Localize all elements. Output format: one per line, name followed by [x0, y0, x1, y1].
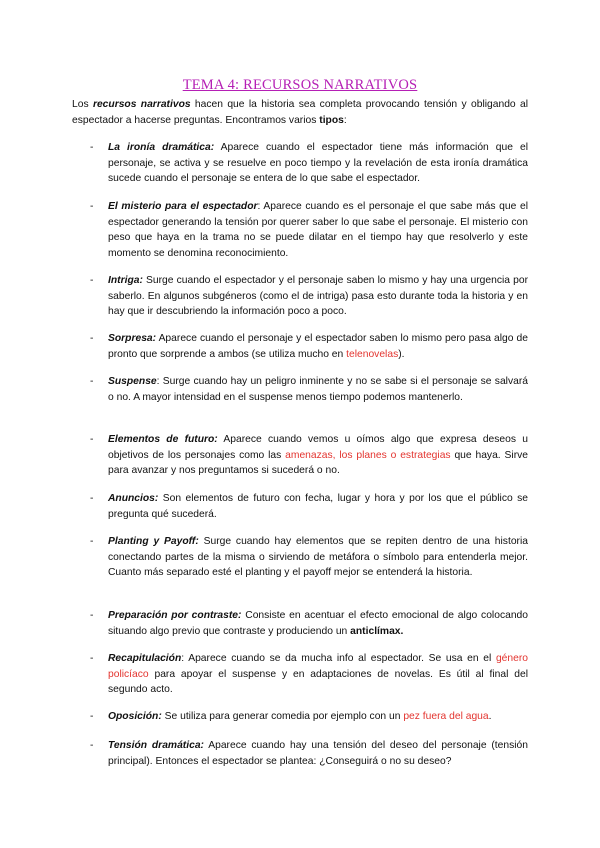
item-after: para apoyar el suspense y en adaptaciones de novelas. Es útil al final del segundo acto. — [108, 668, 528, 696]
item-text: Aparece cuando el personaje y el espectador saben lo mismo pero pasa algo de pronto que sorprende a ambos (se utiliza mucho en — [108, 333, 528, 360]
item-text: Se utiliza para generar comedia por ejemplo con un — [161, 711, 404, 722]
intro-middle: hacen que la historia sea completa provocando tensión y obligando al espectador a hacerse preguntas. Encontramos varios — [72, 99, 529, 126]
bullet-dash: - — [90, 376, 94, 387]
item-text: Aparece cuando hay una tensión del deseo del personaje (tensión principal). Entonces el espectador se plantea: ¿Conseguirá o no su deseo? — [108, 740, 528, 767]
item-term: Anuncios: — [108, 493, 159, 504]
list-item-planting-payoff — [90, 534, 528, 581]
bullet-dash: - — [90, 711, 94, 722]
bullet-dash: - — [90, 201, 94, 212]
bullet-dash: - — [90, 142, 94, 153]
item-after: ). — [398, 348, 405, 360]
item-term: Planting y Payoff: — [108, 536, 199, 547]
list-item-recapitulacion — [90, 651, 528, 698]
item-term: Preparación por contraste: — [108, 610, 242, 621]
item-term: Sorpresa: — [108, 333, 157, 344]
list-item-anuncios — [90, 491, 528, 522]
list-item-preparacion-contraste — [90, 608, 529, 639]
item-highlight: amenazas, los planes o estrategias — [285, 449, 451, 461]
item-highlight: pez fuera del agua — [403, 711, 489, 722]
intro-bold: tipos — [319, 114, 344, 126]
list-item-ironia — [90, 140, 528, 187]
item-highlight: telenovelas — [346, 348, 399, 360]
item-term: Elementos de futuro: — [108, 434, 218, 445]
list-item-oposicion — [90, 709, 528, 725]
item-after: que haya. Sirve para avanzar y nos preguntamos si sucederá o no. — [108, 449, 528, 477]
item-text: Consiste en acentuar el efecto emocional de algo colocando situando algo previo que contraste y produciendo un — [108, 610, 529, 637]
item-colon: : — [257, 201, 261, 212]
list-item-elementos-futuro — [90, 432, 528, 479]
intro-term: recursos narrativos — [92, 99, 191, 110]
item-term: Oposición: — [108, 711, 162, 722]
item-term: Tensión dramática: — [108, 740, 204, 751]
bullet-dash: - — [90, 275, 94, 286]
bullet-dash: - — [90, 740, 94, 751]
item-text: Son elementos de futuro con fecha, lugar y hora y por los que el público se pregunta qué sucederá. — [108, 493, 528, 520]
list-item-sorpresa — [90, 331, 528, 362]
list-item-intriga — [90, 273, 528, 320]
bullet-dash: - — [90, 610, 94, 621]
bullet-dash: - — [90, 434, 94, 445]
item-term: La ironía dramática: — [108, 142, 215, 153]
page-title: TEMA 4: RECURSOS NARRATIVOS — [182, 77, 418, 93]
item-bold: anticlímax. — [350, 625, 404, 637]
item-term: El misterio para el espectador — [108, 201, 258, 212]
item-text: Aparece cuando es el personaje el que sabe más que el espectador generando la tensión por querer saber lo que sabe el personaje. El misterio con peso que haya en la trama no se puede dilatar en el tiempo hay que resolverlo y este momento se denomina reconocimiento. — [108, 201, 528, 259]
item-term: Suspense — [108, 376, 157, 387]
bullet-dash: - — [90, 493, 94, 504]
item-text: Aparece cuando el espectador tiene más información que el personaje, se activa y se resuelve en poco tiempo y la revelación de esta ironía dramática sucede cuando el personaje se entera de lo que sabe el espectador. — [108, 142, 528, 185]
intro-paragraph — [72, 97, 528, 128]
list-item-tension-dramatica — [90, 738, 528, 769]
intro-after: : — [343, 114, 347, 126]
item-highlight: género policíaco — [108, 653, 528, 680]
intro-before: Los — [72, 99, 93, 110]
item-text: : Aparece cuando se da mucha info al espectador. Se usa en el — [181, 653, 496, 664]
item-after: . — [488, 711, 492, 722]
item-term: Intriga: — [108, 275, 143, 286]
item-text: Surge cuando hay elementos que se repiten dentro de una historia conectando partes de la misma o sirviendo de metáfora o símbolo para entenderla mejor. Cuanto más separado esté el planting y el payoff mejor se entenderá la historia. — [108, 536, 528, 579]
item-text: Aparece cuando vemos u oímos algo que expresa deseos u objetivos de los personajes como las — [108, 434, 528, 461]
item-text: : Surge cuando hay un peligro inminente y no se sabe si el personaje se salvará o no. A mayor intensidad en el suspense menos tiempo podemos mantenerlo. — [108, 376, 528, 403]
bullet-dash: - — [90, 333, 94, 344]
list-item-misterio — [90, 199, 528, 261]
item-text: Surge cuando el espectador y el personaje saben lo mismo y hay una urgencia por saberlo. En algunos subgéneros (como el de intriga) pasa esto durante toda la historia y en hay que ir descubriendo la información poco a poco. — [108, 275, 528, 318]
list-item-suspense — [90, 374, 528, 405]
bullet-dash: - — [90, 653, 94, 664]
item-term: Recapitulación — [108, 653, 182, 664]
bullet-dash: - — [90, 536, 94, 547]
